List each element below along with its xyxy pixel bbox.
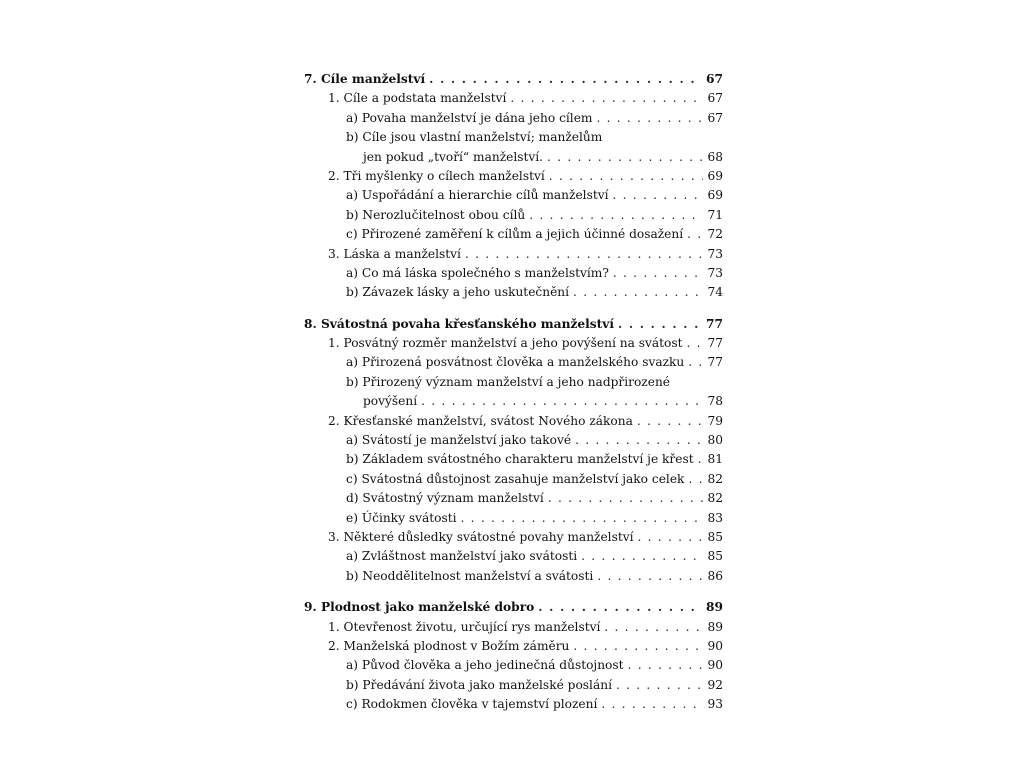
toc-entry-title: a) Povaha manželství je dána jeho cílem (346, 110, 593, 125)
toc-entry-continuation (304, 392, 723, 411)
toc-subsection (304, 450, 723, 469)
toc-subsection (304, 676, 723, 695)
toc-entry-page: 85 (707, 549, 723, 564)
toc-entry-title: 2. Manželská plodnost v Božím záměru (328, 638, 570, 653)
toc-entry-title: a) Původ člověka a jeho jedinečná důstojnost (346, 658, 624, 673)
toc-entry-page: 90 (707, 638, 723, 653)
dot-leader (461, 245, 704, 264)
toc-subsection (304, 567, 723, 586)
toc-entry-title: 7. Cíle manželství (304, 72, 426, 86)
dot-leader (544, 489, 704, 508)
toc-entry-page: 83 (707, 510, 723, 525)
toc-entry-title: b) Závazek lásky a jeho uskutečnění (346, 285, 570, 300)
toc-subsection (304, 470, 723, 489)
toc-entry-title: 1. Otevřenost životu, určující rys manželství (328, 619, 601, 634)
dot-leader (634, 528, 704, 547)
toc-entry-page: 82 (707, 491, 723, 506)
dot-leader (683, 334, 704, 353)
toc-entry-page: 67 (707, 110, 723, 125)
toc-section (304, 89, 723, 108)
toc-chapter (304, 315, 723, 334)
dot-leader (506, 89, 703, 108)
toc-subsection (304, 431, 723, 450)
toc-section (304, 637, 723, 656)
dot-leader (633, 412, 704, 431)
toc-entry-title: a) Zvláštnost manželství jako svátosti (346, 549, 578, 564)
toc-entry-page: 92 (707, 677, 723, 692)
toc-entry-page: 80 (707, 433, 723, 448)
dot-leader (600, 618, 703, 637)
dot-leader (624, 656, 704, 675)
toc-entry-title: 1. Posvátný rozměr manželství a jeho povýšení na svátost (328, 336, 683, 351)
toc-entry (304, 128, 723, 147)
toc-entry-title-continuation: povýšení (363, 394, 418, 409)
toc-entry-title: 8. Svátostná povaha křesťanského manželství (304, 316, 614, 331)
toc-subsection (304, 656, 723, 675)
toc-entry-title: c) Svátostná důstojnost zasahuje manželství jako celek (346, 471, 685, 486)
toc-entry-page: 77 (707, 355, 723, 370)
toc-entry-page: 69 (707, 188, 723, 203)
dot-leader (684, 470, 703, 489)
toc-section (304, 618, 723, 637)
toc-section (304, 528, 723, 547)
dot-leader (614, 315, 702, 334)
toc-entry-title-continuation: jen pokud „tvoří“ manželství. (363, 149, 544, 164)
toc-entry-page: 77 (706, 316, 723, 331)
dot-leader (593, 567, 703, 586)
toc-subsection (304, 695, 723, 714)
dot-leader (597, 695, 703, 714)
toc-subsection (304, 225, 723, 244)
toc-entry-page: 72 (707, 227, 723, 242)
toc-entry-page: 81 (707, 452, 723, 467)
toc-subsection (304, 206, 723, 225)
toc-entry-title: b) Přirozený význam manželství a jeho nadpřirozené (346, 374, 671, 389)
dot-leader (425, 70, 702, 89)
dot-leader (577, 547, 703, 566)
toc-entry-title: 2. Křesťanské manželství, svátost Nového zákona (328, 413, 633, 428)
toc-entry-title: b) Základem svátostného charakteru manželství je křest (346, 452, 694, 467)
toc-entry-page: 73 (707, 246, 723, 261)
toc-entry-page: 90 (707, 658, 723, 673)
toc-entry-page: 68 (707, 149, 723, 164)
toc-entry-title: 2. Tři myšlenky o cílech manželství (328, 168, 545, 183)
toc-entry-page: 71 (707, 207, 723, 222)
toc-section (304, 167, 723, 186)
dot-leader (612, 676, 704, 695)
dot-leader (569, 283, 703, 302)
toc-subsection (304, 109, 723, 128)
toc-subsection (304, 547, 723, 566)
dot-leader (694, 450, 704, 469)
toc-entry-title: 3. Láska a manželství (328, 246, 461, 261)
toc-entry-title: b) Cíle jsou vlastní manželství; manželům (346, 130, 603, 145)
dot-leader (569, 637, 703, 656)
toc-subsection (304, 489, 723, 508)
toc-section (304, 412, 723, 431)
toc-entry-title: c) Přirozené zaměření k cílům a jejich účinné dosažení (346, 227, 684, 242)
toc-chapter (304, 70, 723, 89)
toc-subsection (304, 186, 723, 205)
table-of-contents (304, 70, 723, 715)
toc-entry-title: a) Přirozená posvátnost člověka a manželského svazku (346, 355, 685, 370)
toc-entry-page: 67 (707, 91, 723, 106)
dot-leader (571, 431, 703, 450)
dot-leader (592, 109, 703, 128)
toc-chapter (304, 598, 723, 617)
dot-leader (534, 598, 702, 617)
dot-leader (417, 392, 703, 411)
toc-entry-title: a) Svátostí je manželství jako takové (346, 433, 572, 448)
toc-entry-page: 79 (707, 413, 723, 428)
toc-section (304, 334, 723, 353)
toc-subsection (304, 353, 723, 372)
toc-entry-continuation (304, 148, 723, 167)
toc-entry-title: d) Svátostný význam manželství (346, 491, 544, 506)
dot-leader (525, 206, 703, 225)
toc-entry-page: 77 (707, 336, 723, 351)
toc-entry-page: 67 (706, 72, 723, 86)
toc-entry-page: 85 (707, 529, 723, 544)
toc-entry-title: b) Předávání života jako manželské poslání (346, 677, 612, 692)
toc-entry (304, 373, 723, 392)
toc-subsection (304, 283, 723, 302)
toc-entry-title: b) Neoddělitelnost manželství a svátosti (346, 568, 594, 583)
toc-subsection (304, 264, 723, 283)
toc-entry-title: e) Účinky svátosti (346, 510, 457, 525)
toc-entry-title: 3. Některé důsledky svátostné povahy manželství (328, 529, 634, 544)
toc-entry-page: 74 (707, 285, 723, 300)
toc-section (304, 245, 723, 264)
dot-leader (457, 509, 704, 528)
toc-entry-title: c) Rodokmen člověka v tajemství plození (346, 697, 598, 712)
dot-leader (609, 186, 704, 205)
dot-leader (545, 167, 704, 186)
toc-subsection (304, 509, 723, 528)
toc-entry-title: 1. Cíle a podstata manželství (328, 91, 507, 106)
dot-leader (684, 353, 703, 372)
toc-entry-page: 86 (707, 568, 723, 583)
toc-entry-page: 69 (707, 168, 723, 183)
toc-entry-page: 73 (707, 265, 723, 280)
toc-entry-page: 93 (707, 697, 723, 712)
toc-entry-title: a) Co má láska společného s manželstvím? (346, 265, 609, 280)
dot-leader (609, 264, 704, 283)
toc-entry-page: 82 (707, 471, 723, 486)
toc-entry-title: b) Nerozlučitelnost obou cílů (346, 207, 526, 222)
toc-entry-page: 89 (706, 600, 723, 615)
dot-leader (543, 148, 703, 167)
toc-entry-page: 78 (707, 394, 723, 409)
toc-entry-title: a) Uspořádání a hierarchie cílů manželství (346, 188, 609, 203)
toc-entry-page: 89 (707, 619, 723, 634)
dot-leader (683, 225, 703, 244)
toc-entry-title: 9. Plodnost jako manželské dobro (304, 600, 535, 615)
